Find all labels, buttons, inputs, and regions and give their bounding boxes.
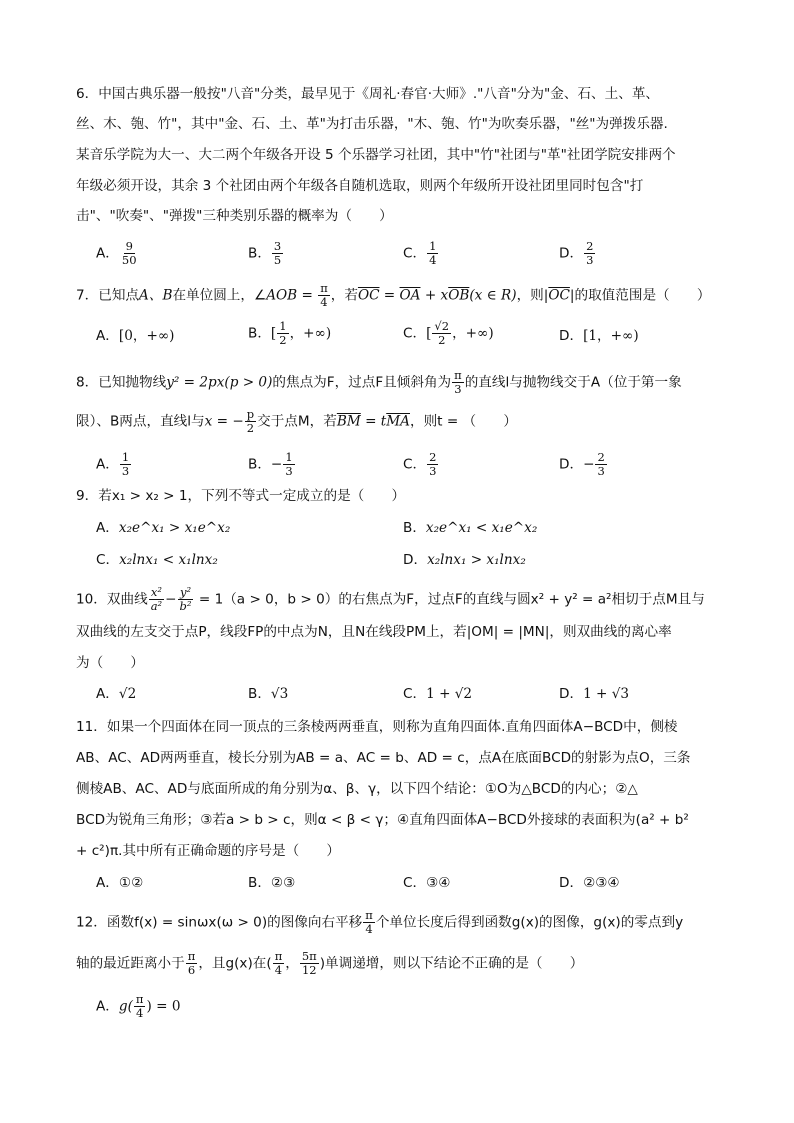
q11-option-b[interactable]: B．②③ xyxy=(248,875,296,891)
q8-line-2: 限）、B两点，直线l与x = − $\frac{p}{2}$ 交于点M，若$\overline{BM} = t\overline{MA}$，则t = （ ） xyxy=(76,407,517,435)
q11-option-c[interactable]: C．③④ xyxy=(403,875,451,891)
q10-option-c[interactable]: C．1 + √2 xyxy=(403,686,473,702)
q11-line-4: BCD为锐角三角形；③若a > b > c，则α < β < γ；④直角四面体A−BCD外接球的表面积为(a² + b² xyxy=(76,812,689,828)
q6-line-3: 某音乐学院为大一、大二两个年级各开设 5 个乐器学习社团，其中"竹"社团与"革"社团学院安排两个 xyxy=(76,147,676,163)
q12-option-a[interactable]: A．g( $\frac{\pi}{4}$ ) = 0 xyxy=(96,992,181,1020)
q11-option-a[interactable]: A．①② xyxy=(96,875,144,891)
q7-option-b[interactable]: B．[ $\frac{1}{2}$ ，+∞) xyxy=(248,319,332,347)
q11-line-3: 侧棱AB、AC、AD与底面所成的角分别为α、β、γ，以下四个结论：①O为△BCD的内心；②△ xyxy=(76,781,638,797)
q10-option-a[interactable]: A．√2 xyxy=(96,686,137,702)
q7-stem: 7．已知点A、B在单位圆上，∠AOB = $\frac{\pi}{4}$ ，若$\overline{OC} = \overline{OA} + x\overline{OB}(x$ ∈ R)，则$|\overline{OC}|$的取值范围是（ ） xyxy=(76,281,711,309)
q8-option-d[interactable]: D．− $\frac{2}{3}$ xyxy=(559,450,605,478)
q9-option-b[interactable]: B．x₂e^x₁ < x₁e^x₂ xyxy=(403,520,538,536)
q11-line-1: 11．如果一个四面体在同一顶点的三条棱两两垂直，则称为直角四面体.直角四面体A−BCD中，侧棱 xyxy=(76,719,678,735)
q6-option-a[interactable]: A． $\frac{9}{50}$ xyxy=(96,239,137,267)
q10-line-3: 为（ ） xyxy=(76,655,144,671)
q8-option-c[interactable]: C． $\frac{2}{3}$ xyxy=(403,450,437,478)
q6-option-b[interactable]: B． $\frac{3}{5}$ xyxy=(248,239,282,267)
q9-option-a[interactable]: A．x₂e^x₁ > x₁e^x₂ xyxy=(96,520,231,536)
q10-option-d[interactable]: D．1 + √3 xyxy=(559,686,630,702)
q9-stem: 9．若x₁ > x₂ > 1，下列不等式一定成立的是（ ） xyxy=(76,488,406,504)
q11-line-2: AB、AC、AD两两垂直，棱长分别为AB = a、AC = b、AD = c，点A在底面BCD的射影为点O，三条 xyxy=(76,750,691,766)
q7-option-d[interactable]: D．[1，+∞) xyxy=(559,328,639,344)
q6-line-1: 6．中国古典乐器一般按"八音"分类，最早见于《周礼·春官·大师》."八音"分为"金、石、土、革、 xyxy=(76,86,660,102)
q6-option-c[interactable]: C． $\frac{1}{4}$ xyxy=(403,239,437,267)
q7-option-c[interactable]: C．[ $\frac{√2}{2}$ ，+∞) xyxy=(403,319,494,347)
q6-line-4: 年级必须开设，其余 3 个社团由两个年级各自随机选取，则两个年级所开设社团里同时包含"打 xyxy=(76,178,644,194)
q6-option-d[interactable]: D． $\frac{2}{3}$ xyxy=(559,239,594,267)
q9-option-c[interactable]: C．x₂lnx₁ < x₁lnx₂ xyxy=(96,552,218,568)
q8-option-b[interactable]: B．− $\frac{1}{3}$ xyxy=(248,450,293,478)
q9-option-d[interactable]: D．x₂lnx₁ > x₁lnx₂ xyxy=(403,552,526,568)
q6-line-5: 击"、"吹奏"、"弹拨"三种类别乐器的概率为（ ） xyxy=(76,208,393,224)
q12-line-2: 轴的最近距离小于 $\frac{\pi}{6}$ ，且g(x)在( $\frac{\pi}{4}$ ， $\frac{5\pi}{12}$ )单调递增，则以下结论不正确的是（ ） xyxy=(76,949,584,977)
q8-option-a[interactable]: A． $\frac{1}{3}$ xyxy=(96,450,130,478)
q7-option-a[interactable]: A．[0，+∞) xyxy=(96,328,175,344)
q11-line-5: + c²)π.其中所有正确命题的序号是（ ） xyxy=(76,843,340,859)
q6-line-2: 丝、木、匏、竹"，其中"金、石、土、革"为打击乐器，"木、匏、竹"为吹奏乐器，"丝"为弹拨乐器. xyxy=(76,116,668,132)
q8-line-1: 8．已知抛物线y² = 2px(p > 0)的焦点为F，过点F且倾斜角为 $\frac{\pi}{3}$ 的直线l与抛物线交于A（位于第一象 xyxy=(76,368,682,396)
q11-option-d[interactable]: D．②③④ xyxy=(559,875,620,891)
q10-option-b[interactable]: B．√3 xyxy=(248,686,289,702)
q12-line-1: 12．函数f(x) = sinωx(ω > 0)的图像向右平移 $\frac{\pi}{4}$ 个单位长度后得到函数g(x)的图像，g(x)的零点到y xyxy=(76,908,684,936)
q10-line-1: 10．双曲线 $\frac{\text{x²}}{\text{a²}}$ − $\frac{\text{y²}}{\text{b²}}$ = 1（a > 0，b > 0）的右焦点为F，过点F的直线与圆x² + y² = a²相切于点M且与 xyxy=(76,585,705,613)
q10-line-2: 双曲线的左支交于点P，线段FP的中点为N，且N在线段PM上，若|OM| = |MN|，则双曲线的离心率 xyxy=(76,624,672,640)
